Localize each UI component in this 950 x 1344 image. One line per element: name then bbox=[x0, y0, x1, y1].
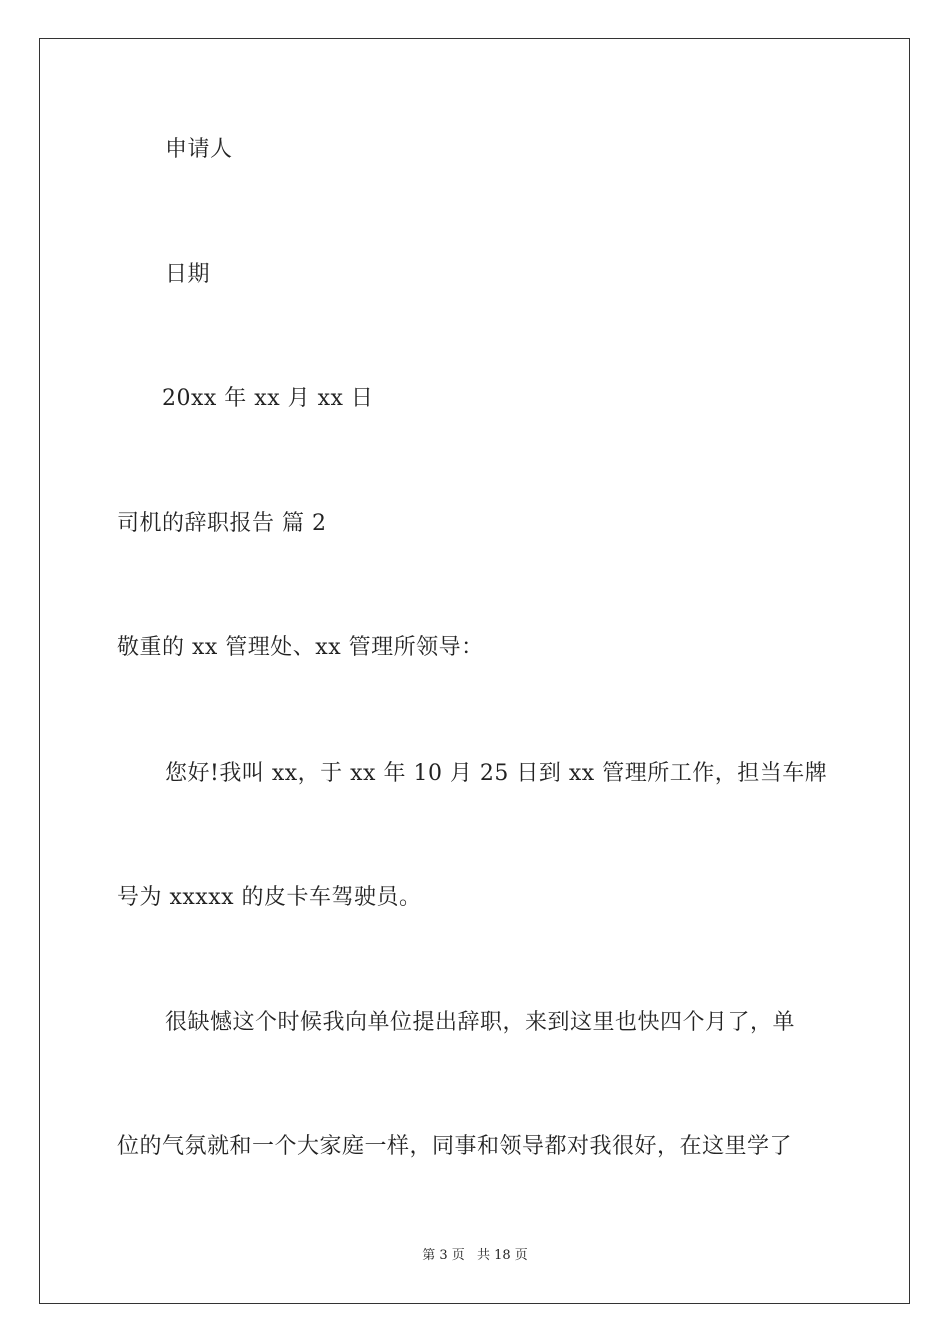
section-heading: 司机的辞职报告 篇 2 bbox=[117, 511, 327, 536]
page-number: 第 3 页 bbox=[422, 1248, 465, 1263]
applicant-label: 申请人 bbox=[165, 137, 233, 162]
date-value: 20xx 年 xx 月 xx 日 bbox=[162, 386, 374, 411]
total-pages: 共 18 页 bbox=[476, 1248, 528, 1263]
paragraph-1-line-2: 号为 xxxxx 的皮卡车驾驶员。 bbox=[117, 885, 422, 910]
date-label: 日期 bbox=[165, 262, 211, 287]
paragraph-1-line-1: 您好!我叫 xx，于 xx 年 10 月 25 日到 xx 管理所工作，担当车牌 bbox=[165, 761, 828, 786]
salutation: 敬重的 xx 管理处、xx 管理所领导： bbox=[117, 635, 484, 660]
page-footer bbox=[0, 1247, 950, 1265]
paragraph-2-line-1: 很缺憾这个时候我向单位提出辞职，来到这里也快四个月了，单 bbox=[165, 1010, 796, 1035]
page-frame bbox=[39, 38, 910, 1304]
paragraph-2-line-2: 位的气氛就和一个大家庭一样，同事和领导都对我很好，在这里学了 bbox=[117, 1134, 793, 1159]
